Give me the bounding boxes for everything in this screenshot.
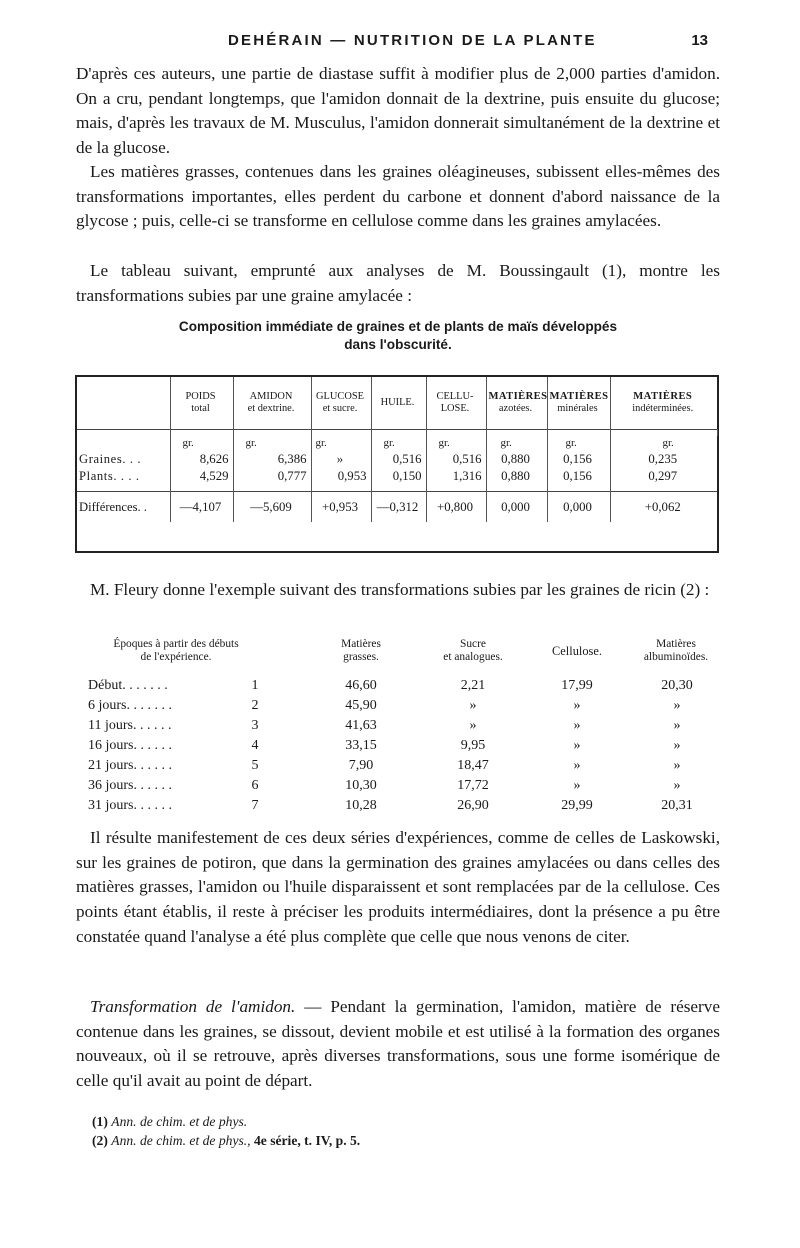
table-cell: 0,156 [547,468,610,485]
table-cell: —5,609 [233,492,311,523]
paragraph-1: D'après ces auteurs, une partie de diastase suffit à modifier plus de 2,000 parties d'amidon. On a cru, pendant longtemps, que l'amidon donnait de la dextrine, puis ensuite du glucose; mais, d'après les travaux de M. Musculus, l'amidon donnerait simultanément de la dextrine et de la glucose. [76,64,720,158]
table-cell: —0,312 [371,492,426,523]
table-cell: 1,316 [426,468,486,485]
table-cell: 0,297 [648,469,678,483]
running-header [228,32,708,54]
table-cell: 0,777 [233,468,311,485]
header-epoques: Époques à partir des débuts de l'expérience. [113,638,239,663]
table-header-row [77,377,717,430]
header-matieres-grasses: Matières grasses. [341,638,381,663]
table-cell: 0,953 [311,468,371,485]
header-cell: AMIDON et dextrine. [233,377,311,430]
row-label: Différences. . [77,492,170,523]
table-cell: +0,800 [426,492,486,523]
paragraph-2: Les matières grasses, contenues dans les graines oléagineuses, subissent elles-mêmes des transformations importantes, elles perdent du carbone et donnent d'abord naissance de la glycose ; puis, celle-ci se transforme en cellulose comme dans les graines amylacées. [76,162,720,231]
table-cell: —4,107 [170,492,233,523]
row-label: Graines. . . [77,451,170,468]
page-number: 13 [691,32,708,49]
table-cell: +0,062 [610,492,717,523]
table-row [77,451,717,468]
table-cell: +0,953 [311,492,371,523]
footnote-2: (2) Ann. de chim. et de phys., 4e série, t. IV, p. 5. [92,1133,361,1148]
table-row: 16 jours. . . . . . 4 33,15 9,95 » » [88,738,681,753]
header-title: DEHÉRAIN — NUTRITION DE LA PLANTE [228,32,597,49]
table-row: 36 jours. . . . . . 6 10,30 17,72 » » [88,778,681,793]
table-cell: » [311,451,371,468]
table-cell: 0,235 [648,452,678,466]
table-cell: 0,516 [371,451,426,468]
differences-row [77,492,717,523]
caption-line-1: Composition immédiate de graines et de plants de maïs développés [178,319,618,334]
table-cell: 0,156 [547,451,610,468]
table-cell: 8,626 [170,451,233,468]
header-cell: CELLU- LOSE. [426,377,486,430]
table-row: 31 jours. . . . . . 7 10,28 26,90 29,99 20,31 [88,798,693,813]
paragraph-5: Il résulte manifestement de ces deux séries d'expériences, comme de celles de Laskowski, sur les graines de potiron, que dans la germination des graines amylacées ou dans celles des matières grasses, l'amidon ou l'huile disparaissent et sont remplacées par de la cellulose. Ces points étant établis, il reste à préciser les produits intermédiaires, dont la présence a pu être constatée quand l'analyse a été plus complète que celle que nous venons de citer. [76,828,720,946]
table-cell: 0,000 [486,492,547,523]
header-cell: GLUCOSE et sucre. [311,377,371,430]
row-label: Plants. . . . [77,468,170,485]
header-cell: MATIÈRES minérales [547,377,610,430]
header-sucre: Sucre et analogues. [443,638,503,663]
table-row: 21 jours. . . . . . 5 7,90 18,47 » » [88,758,681,773]
section-title: Transformation de l'amidon. [90,997,296,1016]
composition-table [75,375,719,553]
header-cell: MATIÈRES azotées. [486,377,547,430]
section-body: — Pendant la germination, l'amidon, matière de réserve contenue dans les graines, se dissout, devient mobile et est utilisé à la formation des organes nouveaux, où il se retrouve, après diverses transformations, sous une forme isomérique de celle qu'il avait au point de départ. [76,997,720,1091]
footnote-1: (1) Ann. de chim. et de phys. [92,1114,248,1129]
paragraph-3: Le tableau suivant, emprunté aux analyses de M. Boussingault (1), montre les transformations subies par une graine amylacée : [76,261,720,305]
composition-table-grid [77,377,718,522]
table-row: 6 jours. . . . . . . 2 45,90 » » » [88,698,681,713]
table-cell: 0,516 [426,451,486,468]
unit-row: gr. gr. gr. gr. gr. gr. gr. gr. [77,436,717,451]
table-cell: 0,880 [486,451,547,468]
header-cellulose: Cellulose. [552,644,602,658]
table-cell: 4,529 [170,468,233,485]
header-albuminoides: Matières albuminoïdes. [643,638,709,663]
caption-line-2: dans l'obscurité. [344,337,452,352]
header-cell: HUILE. [371,377,426,430]
paragraph-4: M. Fleury donne l'exemple suivant des transformations subies par les graines de ricin (2) : [90,580,710,599]
table-cell: 0,000 [547,492,610,523]
paragraph-6 [76,995,720,1094]
header-cell: MATIÈRES indéterminées. [632,391,694,414]
table-cell: 0,880 [486,468,547,485]
table-cell: 6,386 [233,451,311,468]
table-row: Début. . . . . . . 1 46,60 2,21 17,99 20,30 [88,678,693,693]
table-row: 11 jours. . . . . . 3 41,63 » » » [88,718,681,733]
header-cell: POIDS total [170,377,233,430]
table-row [77,468,717,485]
header-cell [77,377,170,430]
table-cell: 0,150 [371,468,426,485]
table1-caption [76,318,720,354]
